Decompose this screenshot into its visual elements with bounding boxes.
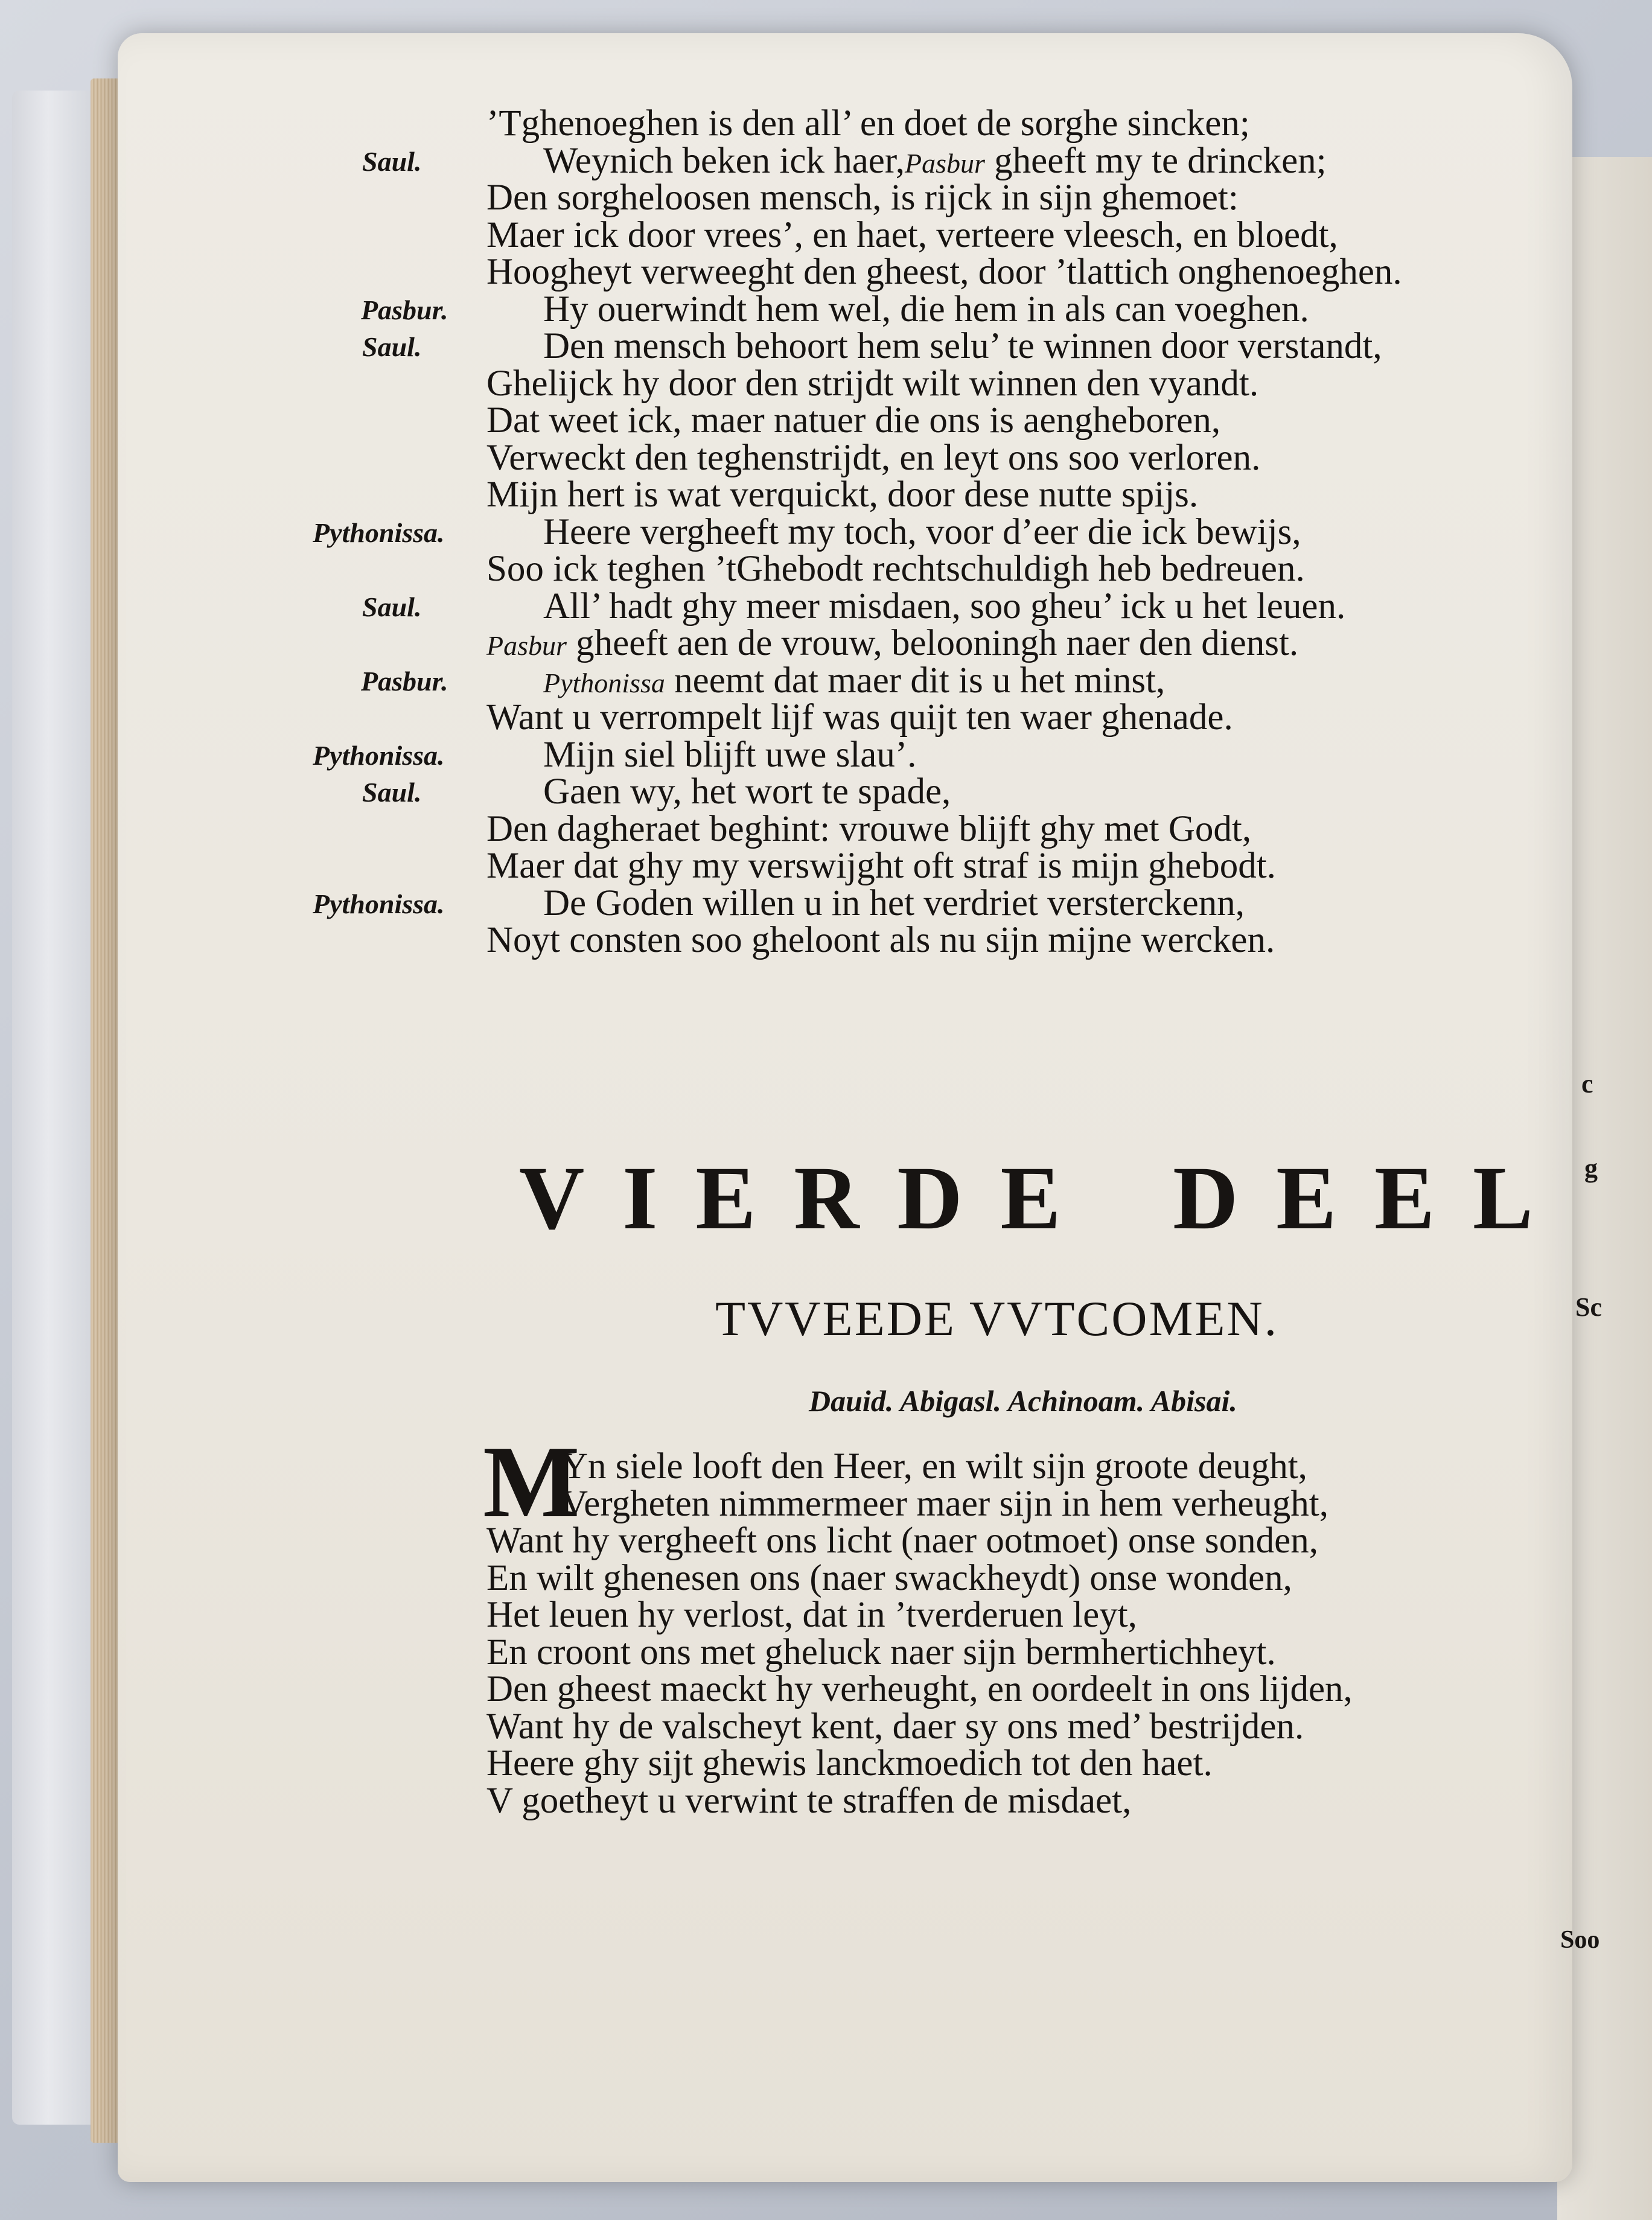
speaker-label: Pythonissa. [313, 517, 445, 548]
book-spine [12, 91, 103, 2125]
dialogue-line [543, 289, 1309, 331]
line-text: Dat weet ick, maer natuer die ons is aengheboren, [486, 400, 1221, 441]
dialogue-line [486, 400, 1220, 442]
dialogue-line [543, 511, 1301, 553]
line-text: Den sorgheloosen mensch, is rijck in sijn ghemoet: [486, 177, 1239, 218]
facing-page-fragment: g [1584, 1153, 1598, 1183]
dialogue-line [486, 177, 1239, 219]
line-text: Den dagheraet beghint: vrouwe blijft ghy met Godt, [486, 808, 1252, 849]
psalm-line: En wilt ghenesen ons (naer swackheydt) onse wonden, [486, 1557, 1292, 1598]
heading-letter: E [695, 1148, 756, 1248]
line-text: Heere vergheeft my toch, voor d’eer die ick bewijs, [543, 511, 1301, 552]
psalm-line: Vergheten nimmermeer maer sijn in hem verheught, [561, 1483, 1328, 1524]
dialogue-line [486, 845, 1276, 887]
line-text: All’ hadt ghy meer misdaen, soo gheu’ ick u het leuen. [543, 585, 1346, 627]
line-text: Ghelijck hy door den strijdt wilt winnen den vyandt. [486, 363, 1259, 404]
dialogue-line [486, 214, 1338, 257]
line-text: Mijn hert is wat verquickt, door dese nutte spijs. [486, 474, 1199, 515]
speaker-label: Pythonissa. [313, 888, 445, 919]
dialogue-line [486, 808, 1251, 850]
dialogue-line [486, 251, 1402, 293]
facing-page-fragment: Sc [1575, 1292, 1602, 1322]
heading-letter: D [897, 1148, 963, 1248]
line-text: Want u verrompelt lijf was quijt ten waer ghenade. [486, 697, 1233, 738]
speaker-label: Pythonissa. [313, 739, 445, 771]
dramatis-personae: Dauid. Abigasl. Achinoam. Abisai. [809, 1384, 1237, 1418]
line-text: Weynich beken ick haer, [543, 140, 905, 181]
line-text: Gaen wy, het wort te spade, [543, 771, 951, 812]
line-inline-name: Pasbur [486, 630, 567, 661]
line-text: Soo ick teghen ’tGhebodt rechtschuldigh heb bedreuen. [486, 549, 1305, 589]
dialogue-line [543, 325, 1382, 368]
dialogue-line [543, 734, 916, 776]
dialogue-line [486, 363, 1258, 405]
speaker-label: Saul. [362, 331, 422, 362]
act-heading [519, 1150, 1533, 1246]
dialogue-line [543, 771, 951, 813]
line-text: Hy ouerwindt hem wel, die hem in als can voeghen. [543, 289, 1309, 330]
catchword: Soo [1560, 1926, 1600, 1954]
heading-letter: V [519, 1148, 585, 1248]
psalm-line: Het leuen hy verlost, dat in ’tverderuen leyt, [486, 1595, 1137, 1635]
psalm-line: En croont ons met gheluck naer sijn bermhertichheyt. [486, 1632, 1276, 1673]
psalm-line: Yn siele looft den Heer, en wilt sijn groote deught, [561, 1446, 1307, 1487]
line-text-after: neemt dat maer dit is u het minst, [665, 660, 1166, 701]
heading-letter: E [1000, 1148, 1061, 1248]
line-inline-name: Pasbur [904, 147, 985, 179]
line-text: De Goden willen u in het verdriet versterckenn, [543, 882, 1245, 923]
dialogue-line [486, 474, 1198, 516]
line-text: ’Tghenoeghen is den all’ en doet de sorghe sincken; [486, 103, 1250, 144]
heading-letter: E [1374, 1148, 1435, 1248]
heading-letter: E [1276, 1148, 1337, 1248]
psalm-line: Want hy de valscheyt kent, daer sy ons med’ bestrijden. [486, 1706, 1304, 1747]
heading-letter: D [1173, 1148, 1239, 1248]
dialogue-line [543, 585, 1345, 628]
line-text: Maer ick door vrees’, en haet, verteere vleesch, en bloedt, [486, 214, 1338, 255]
speaker-label: Pasbur. [361, 294, 448, 325]
dialogue-line [486, 103, 1250, 145]
line-text: Noyt consten soo gheloont als nu sijn mijne wercken. [486, 920, 1275, 960]
line-text: Den mensch behoort hem selu’ te winnen door verstandt, [543, 326, 1382, 366]
psalm-line: Heere ghy sijt ghewis lanckmoedich tot den haet. [486, 1743, 1213, 1784]
dialogue-line [486, 548, 1305, 590]
line-text: Verweckt den teghenstrijdt, en leyt ons soo verloren. [486, 437, 1261, 478]
dialogue-line [486, 697, 1233, 739]
scene-heading: TVVEEDE VVTCOMEN. [715, 1291, 1279, 1346]
heading-gap [1099, 1150, 1135, 1246]
psalm-line: Want hy vergheeft ons licht (naer ootmoet) onse sonden, [486, 1520, 1318, 1561]
line-text: Mijn siel blijft uwe slau’. [543, 734, 917, 775]
dialogue-line [486, 919, 1275, 962]
heading-letter: I [622, 1148, 658, 1248]
line-text: Hoogheyt verweeght den gheest, door ’tlattich onghenoeghen. [486, 252, 1402, 292]
line-text-after: gheeft my te drincken; [984, 140, 1327, 181]
speaker-label: Saul. [362, 777, 422, 808]
heading-letter: R [794, 1148, 859, 1248]
psalm-line: Den gheest maeckt hy verheught, en oordeelt in ons lijden, [486, 1669, 1353, 1709]
speaker-label: Saul. [362, 591, 422, 622]
heading-letter: L [1472, 1148, 1533, 1248]
dialogue-line [486, 437, 1260, 479]
line-inline-name: Pythonissa [543, 667, 665, 698]
facing-page-fragment: c [1581, 1069, 1593, 1099]
dialogue-line [543, 882, 1245, 925]
line-text: Maer dat ghy my verswijght oft straf is mijn ghebodt. [486, 846, 1276, 886]
psalm-line: V goetheyt u verwint te straffen de misdaet, [486, 1780, 1132, 1821]
drop-initial: M [483, 1425, 580, 1539]
line-text-after: gheeft aen de vrouw, belooningh naer den dienst. [566, 623, 1299, 663]
speaker-label: Saul. [362, 145, 422, 177]
speaker-label: Pasbur. [361, 665, 448, 697]
